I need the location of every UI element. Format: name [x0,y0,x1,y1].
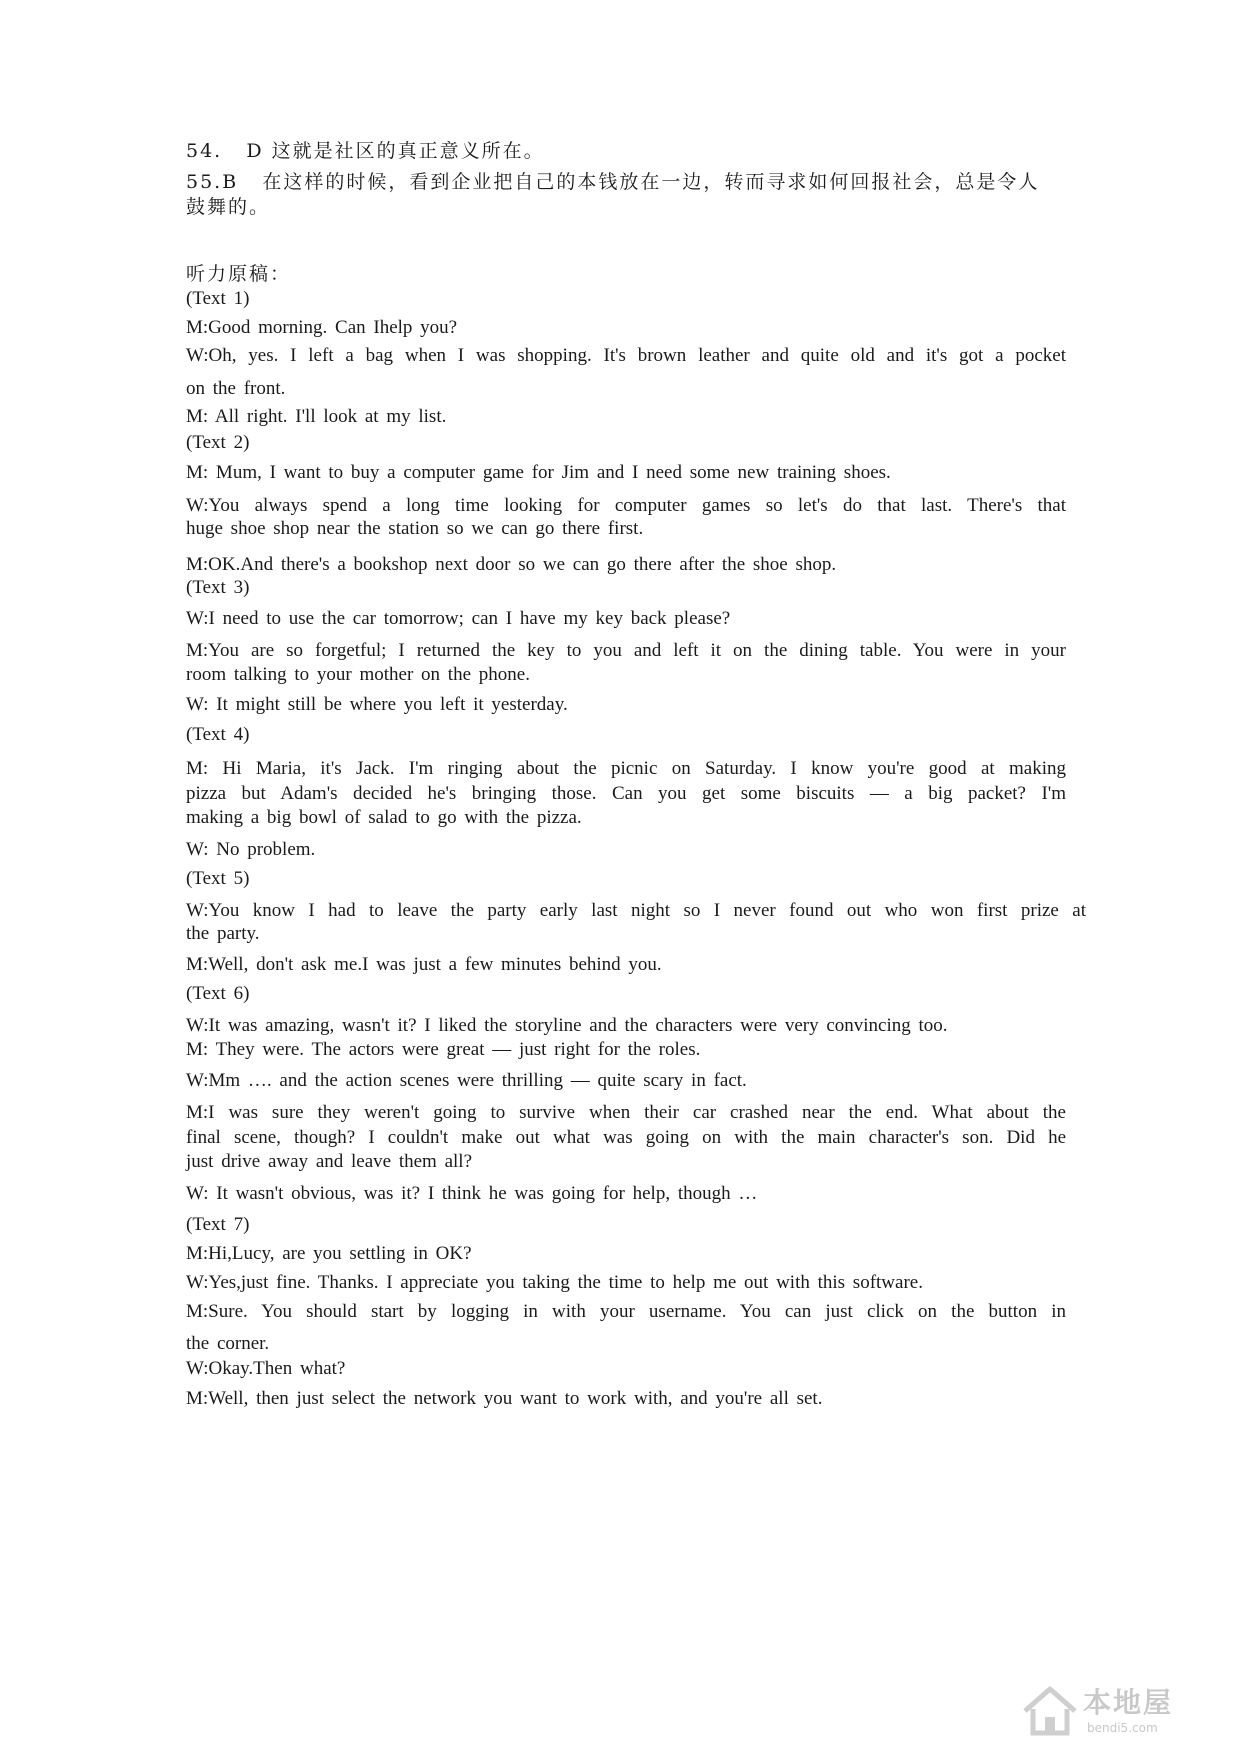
dialogue-line: on the front. [186,378,286,399]
house-logo-icon [1021,1685,1079,1737]
answer-55: 55.B 在这样的时候，看到企业把自己的本钱放在一边，转而寻求如何回报社会，总是令人 [186,171,1040,193]
dialogue-line: M:Sure. You should start by logging in with your username. You can just click on the button in [186,1301,1066,1322]
transcript-heading: 听力原稿： [186,263,292,285]
dialogue-line: M: All right. I'll look at my list. [186,406,447,427]
dialogue-line: just drive away and leave them all? [186,1151,473,1172]
dialogue-line: W: It might still be where you left it yesterday. [186,694,568,715]
text-label: (Text 6) [186,983,250,1004]
text-label: (Text 2) [186,432,250,453]
watermark-text: 本地屋 [1083,1686,1174,1719]
dialogue-line: W:Yes,just fine. Thanks. I appreciate you taking the time to help me out with this software. [186,1272,923,1293]
dialogue-line: M:OK.And there's a bookshop next door so we can go there after the shoe shop. [186,554,837,575]
dialogue-line: M:Good morning. Can Ihelp you? [186,317,458,338]
dialogue-line: M:Well, then just select the network you want to work with, and you're all set. [186,1388,823,1409]
text-label: (Text 7) [186,1214,250,1235]
watermark-url: bendi5.com [1087,1721,1158,1735]
dialogue-line: W: It wasn't obvious, was it? I think he was going for help, though … [186,1183,758,1204]
dialogue-line: room talking to your mother on the phone. [186,664,530,685]
dialogue-line: final scene, though? I couldn't make out what was going on with the main character's son. Did he [186,1127,1066,1148]
answer-54: 54. D 这就是社区的真正意义所在。 [186,140,545,162]
dialogue-line: M: Mum, I want to buy a computer game for Jim and I need some new training shoes. [186,462,891,483]
dialogue-line: W:Okay.Then what? [186,1358,346,1379]
dialogue-line: the corner. [186,1333,270,1354]
text-label: (Text 3) [186,577,250,598]
dialogue-line: M:Well, don't ask me.I was just a few minutes behind you. [186,954,662,975]
text-label: (Text 4) [186,724,250,745]
dialogue-line: W: No problem. [186,839,316,860]
text-label: (Text 1) [186,288,250,309]
dialogue-line: the party. [186,923,260,944]
dialogue-line: M:You are so forgetful; I returned the key to you and left it on the dining table. You were in your [186,640,1066,661]
dialogue-line: W:You always spend a long time looking for computer games so let's do that last. There's that [186,495,1066,516]
dialogue-line: W:You know I had to leave the party early last night so I never found out who won first prize at [186,900,1086,921]
dialogue-line: making a big bowl of salad to go with the pizza. [186,807,582,828]
dialogue-line: W:Oh, yes. I left a bag when I was shopping. It's brown leather and quite old and it's got a pocket [186,345,1066,366]
answer-55-continued: 鼓舞的。 [186,196,271,218]
text-label: (Text 5) [186,868,250,889]
site-watermark [1021,1681,1201,1743]
dialogue-line: M:Hi,Lucy, are you settling in OK? [186,1243,472,1264]
dialogue-line: M: Hi Maria, it's Jack. I'm ringing about the picnic on Saturday. I know you're good at making [186,758,1066,779]
dialogue-line: M:I was sure they weren't going to survive when their car crashed near the end. What about the [186,1102,1066,1123]
dialogue-line: W:Mm …. and the action scenes were thrilling — quite scary in fact. [186,1070,747,1091]
dialogue-line: W:It was amazing, wasn't it? I liked the storyline and the characters were very convincing too. [186,1015,948,1036]
dialogue-line: M: They were. The actors were great — just right for the roles. [186,1039,701,1060]
dialogue-line: pizza but Adam's decided he's bringing those. Can you get some biscuits — a big packet? I'm [186,783,1066,804]
dialogue-line: huge shoe shop near the station so we can go there first. [186,518,644,539]
dialogue-line: W:I need to use the car tomorrow; can I have my key back please? [186,608,731,629]
